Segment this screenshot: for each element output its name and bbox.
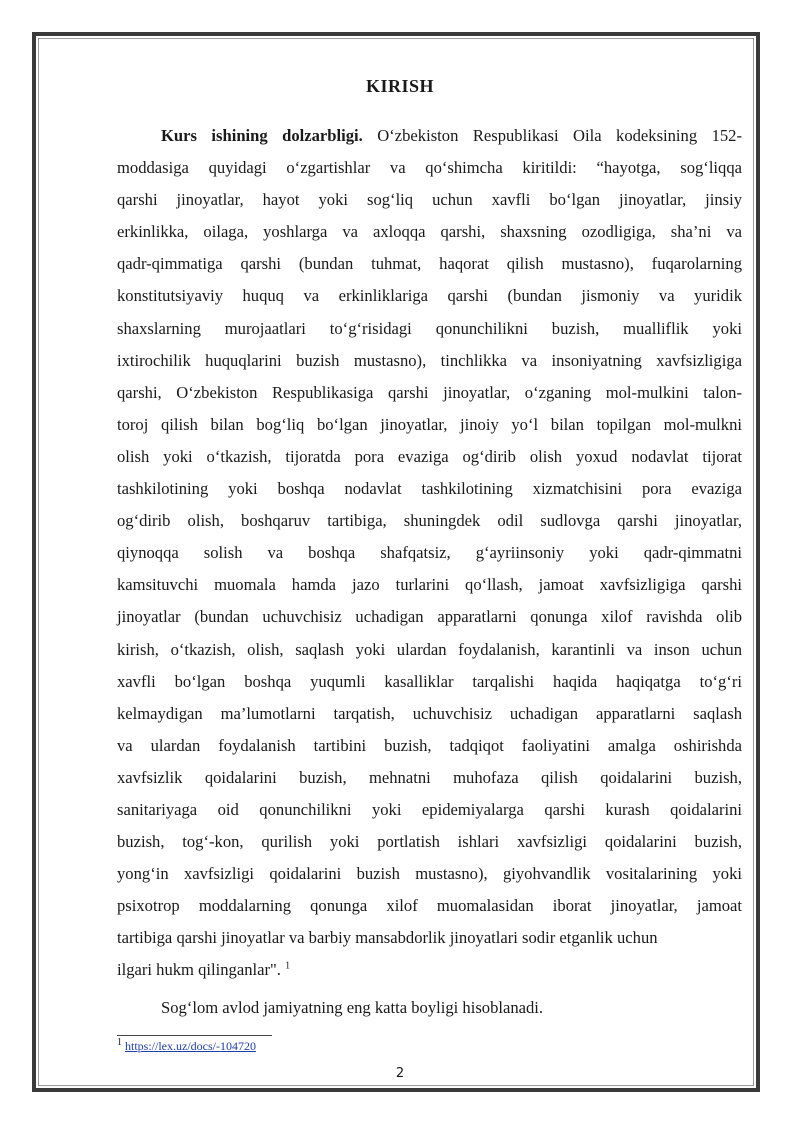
paragraph-lead: Kurs ishining dolzarbligi. xyxy=(161,126,363,145)
paragraph-line: konstitutsiyaviy huquq va erkinliklariga qarshi (bundan jismoniy va yuridik xyxy=(117,286,742,306)
paragraph-line: ixtirochilik huquqlarini buzish mustasno), tinchlikka va insoniyatning xavfsizligiga xyxy=(117,350,742,370)
paragraph-line: kamsituvchi muomala hamda jazo turlarini qo‘llash, jamoat xavfsizligiga qarshi xyxy=(117,575,742,595)
main-paragraph xyxy=(117,120,742,987)
paragraph-line: xavfli bo‘lgan boshqa yuqumli kasalliklar tarqalishi haqida haqiqatga to‘g‘ri xyxy=(117,671,742,691)
paragraph-line: sanitariyaga oid qonunchilikni yoki epidemiyalarga qarshi kurash qoidalarini xyxy=(117,799,742,819)
paragraph-line: kelmaydigan ma’lumotlarni tarqatish, uchuvchisiz uchadigan apparatlarni saqlash xyxy=(117,703,742,723)
footnote-link[interactable]: https://lex.uz/docs/-104720 xyxy=(125,1039,256,1053)
footnote-reference[interactable]: 1 xyxy=(285,960,291,972)
paragraph-line: shaxslarning murojaatlari to‘g‘risidagi qonunchilikni buzish, mualliflik yoki xyxy=(117,318,742,338)
paragraph-line: tartibiga qarshi jinoyatlar va barbiy mansabdorlik jinoyatlari sodir etganlik uchun xyxy=(117,928,658,948)
paragraph-line: psixotrop moddalarning qonunga xilof muomalasidan iborat jinoyatlar, jamoat xyxy=(117,896,742,916)
paragraph-line: va ulardan foydalanish tartibini buzish, tadqiqot faoliyatini amalga oshirishda xyxy=(117,735,742,755)
paragraph-line-last: ilgari hukm qilinganlar". $^1$ xyxy=(117,960,291,980)
paragraph-line: qadr-qimmatiga qarshi (bundan tuhmat, haqorat qilish mustasno), fuqarolarning xyxy=(117,254,742,274)
paragraph-line: qiynoqqa solish va boshqa shafqatsiz, g‘ayriinsoniy yoki qadr-qimmatni xyxy=(117,543,742,563)
paragraph-line: moddasiga quyidagi o‘zgartishlar va qo‘shimcha kiritildi: “hayotga, sog‘liqqa xyxy=(117,158,742,178)
paragraph-line: qarshi, O‘zbekiston Respublikasiga qarshi jinoyatlar, o‘zganing mol-mulkini talon- xyxy=(117,382,742,402)
paragraph-line: buzish, tog‘-kon, qurilish yoki portlatish ishlari xavfsizligi qoidalarini buzish, xyxy=(117,832,742,852)
paragraph-line: qarshi jinoyatlar, hayot yoki sog‘liq uchun xavfli bo‘lgan jinoyatlar, jinsiy xyxy=(117,190,742,210)
footnote-separator xyxy=(117,1035,272,1036)
paragraph-line: erkinlikka, oilaga, yoshlarga va axloqqa qarshi, shaxsning ozodligiga, sha’ni va xyxy=(117,222,742,242)
paragraph-line: yong‘in xavfsizligi qoidalarini buzish mustasno), giyohvandlik vositalarining yoki xyxy=(117,864,742,884)
paragraph-line: xavfsizlik qoidalarini buzish, mehnatni muhofaza qilish qoidalarini buzish, xyxy=(117,767,742,787)
footnote-marker: 1 xyxy=(117,1037,122,1048)
paragraph-line-1: Kurs ishining dolzarbligi. O‘zbekiston Respublikasi Oila kodeksining 152- xyxy=(161,126,743,145)
page-number: 2 xyxy=(395,1066,405,1081)
paragraph-line: olish yoki o‘tkazish, tijoratda pora evaziga og‘dirib olish yoxud nodavlat tijorat xyxy=(117,446,742,466)
paragraph-line: kirish, o‘tkazish, olish, saqlash yoki ulardan foydalanish, karantinli va inson uchun xyxy=(117,639,742,659)
paragraph-line: tashkilotining yoki boshqa nodavlat tashkilotining xizmatchisini pora evaziga xyxy=(117,479,742,499)
paragraph-line: jinoyatlar (bundan uchuvchisiz uchadigan apparatlarni qonunga xilof ravishda olib xyxy=(117,607,742,627)
paragraph-line: toroj qilish bilan bog‘liq bo‘lgan jinoyatlar, jinoiy yo‘l bilan topilgan mol-mulkni xyxy=(117,414,742,434)
paragraph-line: og‘dirib olish, boshqaruv tartibiga, shuningdek odil sudlovga qarshi jinoyatlar, xyxy=(117,511,742,531)
page-title: KIRISH xyxy=(365,76,435,96)
footnote xyxy=(117,1039,256,1054)
closing-sentence: Sog‘lom avlod jamiyatning eng katta boyligi hisoblanadi. xyxy=(161,998,544,1017)
